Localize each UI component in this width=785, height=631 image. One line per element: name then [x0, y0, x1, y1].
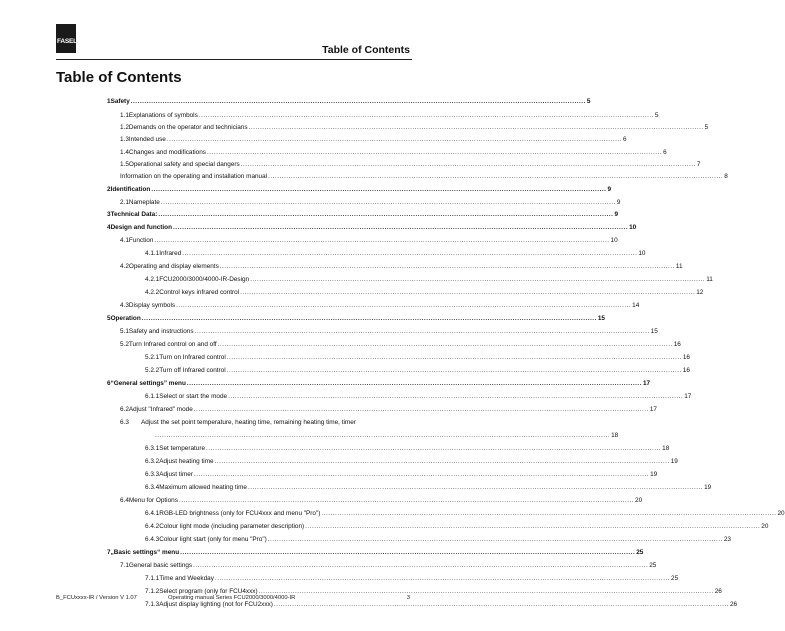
- toc-entry-title: „Basic settings“ menu: [110, 549, 180, 556]
- toc-entry-page: 18: [611, 432, 619, 439]
- toc-entry-page: 20: [761, 523, 769, 530]
- toc-entry-number: 6: [107, 380, 111, 387]
- toc-entry-number: 4.3: [120, 302, 129, 309]
- toc-entry-page: 10: [638, 250, 646, 257]
- toc-entry-page: 25: [636, 549, 644, 556]
- toc-entry-number: 6.4.2: [145, 523, 160, 530]
- toc-entry-number: 6.2: [120, 406, 129, 413]
- toc-entry-title: Set temperature: [159, 445, 206, 452]
- toc-dot-leader: ........................................................................................................................................................................................................: [193, 406, 649, 413]
- toc-entry-page: 5: [654, 112, 659, 119]
- toc-entry-title: Colour light start (only for menu "Pro"): [159, 536, 267, 543]
- toc-entry-number: 7.1: [120, 562, 129, 569]
- toc-dot-leader: ........................................................................................................................................................................................................: [182, 250, 638, 257]
- toc-entry-number: 1: [107, 98, 111, 105]
- toc-entry-number: 2.1: [120, 199, 129, 206]
- toc-entry-title: FCU2000/3000/4000-IR-Design: [159, 276, 250, 283]
- toc-entry-number: 1.3: [120, 136, 129, 143]
- toc-entry-number: 4.1: [120, 237, 129, 244]
- toc-entry-number: 6.4.1: [145, 510, 160, 517]
- toc-dot-leader: ........................................................................................................................................................................................................: [178, 497, 635, 504]
- toc-entry-page: 26: [729, 601, 738, 608]
- toc-entry[interactable]: [120, 197, 621, 208]
- toc-dot-leader: ........................................................................................................................................................................................................: [206, 445, 662, 452]
- toc-entry[interactable]: [120, 235, 618, 246]
- toc-entry-page: 11: [675, 263, 683, 270]
- toc-dot-leader: ........................................................................................................................................................................................................: [154, 237, 610, 244]
- toc-entry-page: 16: [682, 367, 690, 374]
- toc-entry-number: 5.2.2: [145, 367, 160, 374]
- toc-entry-title: Select program (only for FCU4xxx): [159, 588, 258, 595]
- toc-entry-number: 5.2: [120, 341, 129, 348]
- toc-entry-page: 7: [696, 161, 701, 168]
- toc-entry-page: 17: [649, 406, 657, 413]
- toc-dot-leader: ........................................................................................................................................................................................................: [130, 98, 586, 105]
- toc-entry[interactable]: [120, 147, 667, 158]
- toc-entry-page: 20: [777, 510, 785, 517]
- toc-dot-leader: ........................................................................................................................................................................................................: [198, 112, 654, 119]
- toc-entry-page: 6: [663, 149, 667, 156]
- brand-logo: [56, 24, 76, 53]
- toc-entry[interactable]: [120, 326, 658, 337]
- toc-entry-page: 15: [597, 315, 605, 322]
- toc-dot-leader: ........................................................................................................................................................................................................: [250, 276, 706, 283]
- toc-dot-leader: ........................................................................................................................................................................................................: [248, 124, 704, 131]
- toc-entry-title: Safety: [110, 98, 130, 105]
- toc-dot-leader: ........................................................................................................................................................................................................: [214, 575, 671, 582]
- toc-entry-title: Information on the operating and installation manual: [120, 173, 268, 180]
- toc-entry-page: 5: [586, 98, 591, 105]
- toc-entry-title: Infrared: [159, 250, 182, 257]
- toc-entry-number: 7.1.1: [145, 575, 160, 582]
- toc-entry[interactable]: [145, 352, 690, 363]
- toc-entry-number: 6.1.1: [145, 393, 160, 400]
- toc-entry-number: 6.3.4: [145, 484, 160, 491]
- toc-entry-page: 8: [724, 173, 728, 180]
- toc-entry[interactable]: [120, 122, 709, 133]
- toc-entry-number: 1.1: [120, 112, 129, 119]
- toc-entry-title: Select or start the mode: [159, 393, 228, 400]
- toc-entry-page: 25: [671, 575, 679, 582]
- logo-text: FASEL: [57, 38, 77, 45]
- toc-entry[interactable]: [120, 171, 728, 182]
- toc-dot-leader: ........................................................................................................................................................................................................: [240, 161, 696, 168]
- toc-entry[interactable]: [120, 495, 643, 506]
- page-title: Table of Contents: [56, 69, 182, 86]
- toc-dot-leader: ........................................................................................................................................................................................................: [226, 354, 682, 361]
- toc-entry-number: 5.2.1: [145, 354, 160, 361]
- toc-entry[interactable]: [107, 222, 637, 233]
- toc-entry-title: Adjust timer: [159, 471, 193, 478]
- toc-entry-number: 5.1: [120, 328, 129, 335]
- toc-entry-title: General basic settings: [128, 562, 193, 569]
- toc-entry-number: 1.5: [120, 161, 129, 168]
- toc-dot-leader: ........................................................................................................................................................................................................: [226, 367, 682, 374]
- toc-entry-title: Adjust the set point temperature, heating time, remaining heating time, timer: [141, 419, 356, 426]
- toc-entry[interactable]: [145, 469, 658, 480]
- toc-entry[interactable]: [120, 110, 659, 121]
- toc-entry-number: 4.2.1: [145, 276, 160, 283]
- footer-manual-title: Operating manual Series FCU2000/3000/4000-IR: [168, 595, 296, 601]
- toc-entry-page: 20: [635, 497, 643, 504]
- toc-entry-page: 16: [673, 341, 681, 348]
- toc-dot-leader: ........................................................................................................................................................................................................: [247, 484, 704, 491]
- toc-entry-page: 17: [684, 393, 692, 400]
- toc-entry-page: 19: [704, 484, 712, 491]
- toc-entry-page: 15: [650, 328, 658, 335]
- toc-entry-page: 10: [610, 237, 618, 244]
- toc-entry-number: 4: [107, 224, 111, 231]
- toc-dot-leader: ........................................................................................................................................................................................................: [206, 149, 663, 156]
- toc-entry-title: Adjust heating time: [159, 458, 214, 465]
- toc-entry-page: 9: [614, 211, 618, 218]
- toc-entry[interactable]: [107, 378, 651, 389]
- toc-entry-page: 9: [607, 186, 611, 193]
- toc-entry-number: 7: [107, 549, 111, 556]
- toc-entry[interactable]: [145, 508, 785, 519]
- toc-dot-leader: ........................................................................................................................................................................................................: [193, 471, 650, 478]
- toc-entry-number: 7.1.3: [145, 601, 160, 608]
- toc-dot-leader: ........................................................................................................................................................................................................: [158, 211, 614, 218]
- header-divider: [56, 59, 412, 60]
- toc-entry[interactable]: [120, 134, 627, 145]
- toc-dot-leader: ........................................................................................................................................................................................................: [273, 601, 729, 608]
- toc-entry-page: 19: [650, 471, 658, 478]
- toc-entry[interactable]: [120, 404, 657, 415]
- toc-dot-leader: ........................................................................................................................................................................................................: [258, 588, 714, 595]
- toc-dot-leader: ........................................................................................................................................................................................................: [217, 341, 673, 348]
- toc-entry-number: 4.2.2: [145, 289, 160, 296]
- toc-entry-number: 3: [107, 211, 111, 218]
- toc-entry-number: 2: [107, 186, 111, 193]
- toc-entry-number: 6.3.2: [145, 458, 160, 465]
- toc-entry[interactable]: [107, 96, 591, 107]
- toc-entry-title: Changes and modifications: [128, 149, 206, 156]
- toc-entry[interactable]: [145, 287, 704, 298]
- toc-entry-title: Design and function: [110, 224, 172, 231]
- toc-entry-title: Turn off Infrared control: [159, 367, 226, 374]
- toc-dot-leader: ........................................................................................................................................................................................................: [228, 393, 684, 400]
- toc-entry-number: 7.1.2: [145, 588, 160, 595]
- toc-entry-page: 26: [714, 588, 722, 595]
- toc-entry-title: Explanations of symbols: [128, 112, 198, 119]
- footer-page-number: 3: [406, 595, 410, 601]
- toc-entry[interactable]: [107, 547, 644, 558]
- toc-entry-number: 6.3: [120, 419, 129, 426]
- toc-entry-title: Adjust display lighting (not for FCU2xxx): [159, 601, 273, 608]
- toc-entry-title: Menu for Options: [128, 497, 178, 504]
- toc-entry-page: 5: [704, 124, 709, 131]
- toc-entry[interactable]: [145, 573, 679, 584]
- toc-entry-title: Display symbols: [128, 302, 176, 309]
- toc-entry-title: RGB-LED brightness (only for FCU4xxx and menu "Pro"): [159, 510, 321, 517]
- toc-entry[interactable]: [145, 365, 690, 376]
- toc-entry-title: Nameplate: [128, 199, 160, 206]
- toc-entry[interactable]: [145, 391, 692, 402]
- toc-entry-title: Identification: [110, 186, 151, 193]
- header-title: Table of Contents: [322, 44, 410, 56]
- toc-dot-leader: ........................................................................................................................................................................................................: [268, 173, 724, 180]
- toc-entry-title: “General settings” menu: [110, 380, 186, 387]
- toc-dot-leader: ........................................................................................................................................................................................................: [166, 136, 622, 143]
- toc-entry[interactable]: [145, 521, 769, 532]
- toc-entry[interactable]: [154, 430, 619, 441]
- toc-entry-page: 6: [622, 136, 627, 143]
- toc-entry-number: 4.2: [120, 263, 129, 270]
- toc-entry-number: 1.2: [120, 124, 129, 131]
- toc-entry-page: 17: [642, 380, 651, 387]
- toc-entry-page: 9: [616, 199, 621, 206]
- toc-entry[interactable]: [120, 339, 681, 350]
- toc-dot-leader: ........................................................................................................................................................................................................: [219, 263, 675, 270]
- toc-dot-leader: ........................................................................................................................................................................................................: [155, 432, 611, 439]
- toc-entry-title: Turn on Infrared control: [159, 354, 226, 361]
- footer-document-version: B_FCUxxxx-IR / Version V 1.07: [56, 595, 137, 601]
- toc-entry-title: Operational safety and special dangers: [128, 161, 240, 168]
- toc-entry-title: Control keys infrared control: [159, 289, 240, 296]
- toc-entry-number: 6.4.3: [145, 536, 160, 543]
- toc-entry[interactable]: [145, 248, 646, 259]
- toc-dot-leader: ........................................................................................................................................................................................................: [141, 315, 597, 322]
- toc-dot-leader: ........................................................................................................................................................................................................: [240, 289, 696, 296]
- toc-entry-number: 1.4: [120, 149, 129, 156]
- toc-dot-leader: ........................................................................................................................................................................................................: [151, 186, 607, 193]
- toc-entry-page: 11: [706, 276, 713, 283]
- toc-entry[interactable]: [145, 534, 731, 545]
- toc-entry-page: 16: [682, 354, 690, 361]
- toc-entry-number: 4.1.1: [145, 250, 160, 257]
- toc-entry[interactable]: [107, 209, 618, 220]
- toc-entry-title: Technical Data:: [110, 211, 158, 218]
- toc-entry[interactable]: [145, 482, 712, 493]
- toc-entry[interactable]: [120, 560, 657, 571]
- toc-entry[interactable]: [120, 417, 413, 428]
- toc-dot-leader: ........................................................................................................................................................................................................: [305, 523, 761, 530]
- toc-entry-title: Safety and instructions: [128, 328, 194, 335]
- toc-entry-title: Turn Infrared control on and off: [128, 341, 217, 348]
- toc-entry-page: 19: [670, 458, 678, 465]
- toc-entry-number: 6.3.3: [145, 471, 160, 478]
- toc-dot-leader: ........................................................................................................................................................................................................: [267, 536, 723, 543]
- toc-entry-number: 5: [107, 315, 111, 322]
- toc-dot-leader: ........................................................................................................................................................................................................: [160, 199, 616, 206]
- toc-entry-title: Operation: [110, 315, 141, 322]
- toc-entry-number: 6.4: [120, 497, 129, 504]
- toc-entry[interactable]: [120, 159, 701, 170]
- toc-entry-title: Colour light mode (including parameter description): [159, 523, 305, 530]
- toc-entry-page: 25: [649, 562, 657, 569]
- toc-entry[interactable]: [107, 313, 605, 324]
- toc-entry-title: Intended use: [128, 136, 166, 143]
- toc-entry-page: 18: [662, 445, 670, 452]
- toc-entry-page: 14: [632, 302, 640, 309]
- toc-dot-leader: ........................................................................................................................................................................................................: [180, 549, 636, 556]
- toc-entry-page: 23: [723, 536, 731, 543]
- toc-entry-title: Demands on the operator and technicians: [128, 124, 248, 131]
- toc-entry[interactable]: [107, 184, 611, 195]
- toc-dot-leader: ........................................................................................................................................................................................................: [194, 328, 650, 335]
- toc-entry-title: Function: [128, 237, 154, 244]
- toc-entry-title: Operating and display elements: [128, 263, 219, 270]
- toc-entry[interactable]: [120, 300, 640, 311]
- toc-dot-leader: ........................................................................................................................................................................................................: [321, 510, 777, 517]
- toc-entry-title: Maximum allowed heating time: [159, 484, 247, 491]
- toc-dot-leader: ........................................................................................................................................................................................................: [176, 302, 632, 309]
- toc-entry-number: 6.3.1: [145, 445, 160, 452]
- toc-dot-leader: ........................................................................................................................................................................................................: [193, 562, 649, 569]
- toc-entry[interactable]: [145, 274, 713, 285]
- toc-entry-page: 10: [629, 224, 637, 231]
- toc-dot-leader: ........................................................................................................................................................................................................: [172, 224, 629, 231]
- toc-dot-leader: ........................................................................................................................................................................................................: [214, 458, 670, 465]
- toc-entry[interactable]: [145, 456, 678, 467]
- toc-dot-leader: ........................................................................................................................................................................................................: [186, 380, 642, 387]
- toc-entry-title: Time and Weekday: [159, 575, 214, 582]
- toc-entry[interactable]: [145, 443, 670, 454]
- toc-entry-page: 12: [696, 289, 704, 296]
- toc-entry[interactable]: [120, 261, 683, 272]
- toc-entry-title: Adjust "Infrared" mode: [128, 406, 193, 413]
